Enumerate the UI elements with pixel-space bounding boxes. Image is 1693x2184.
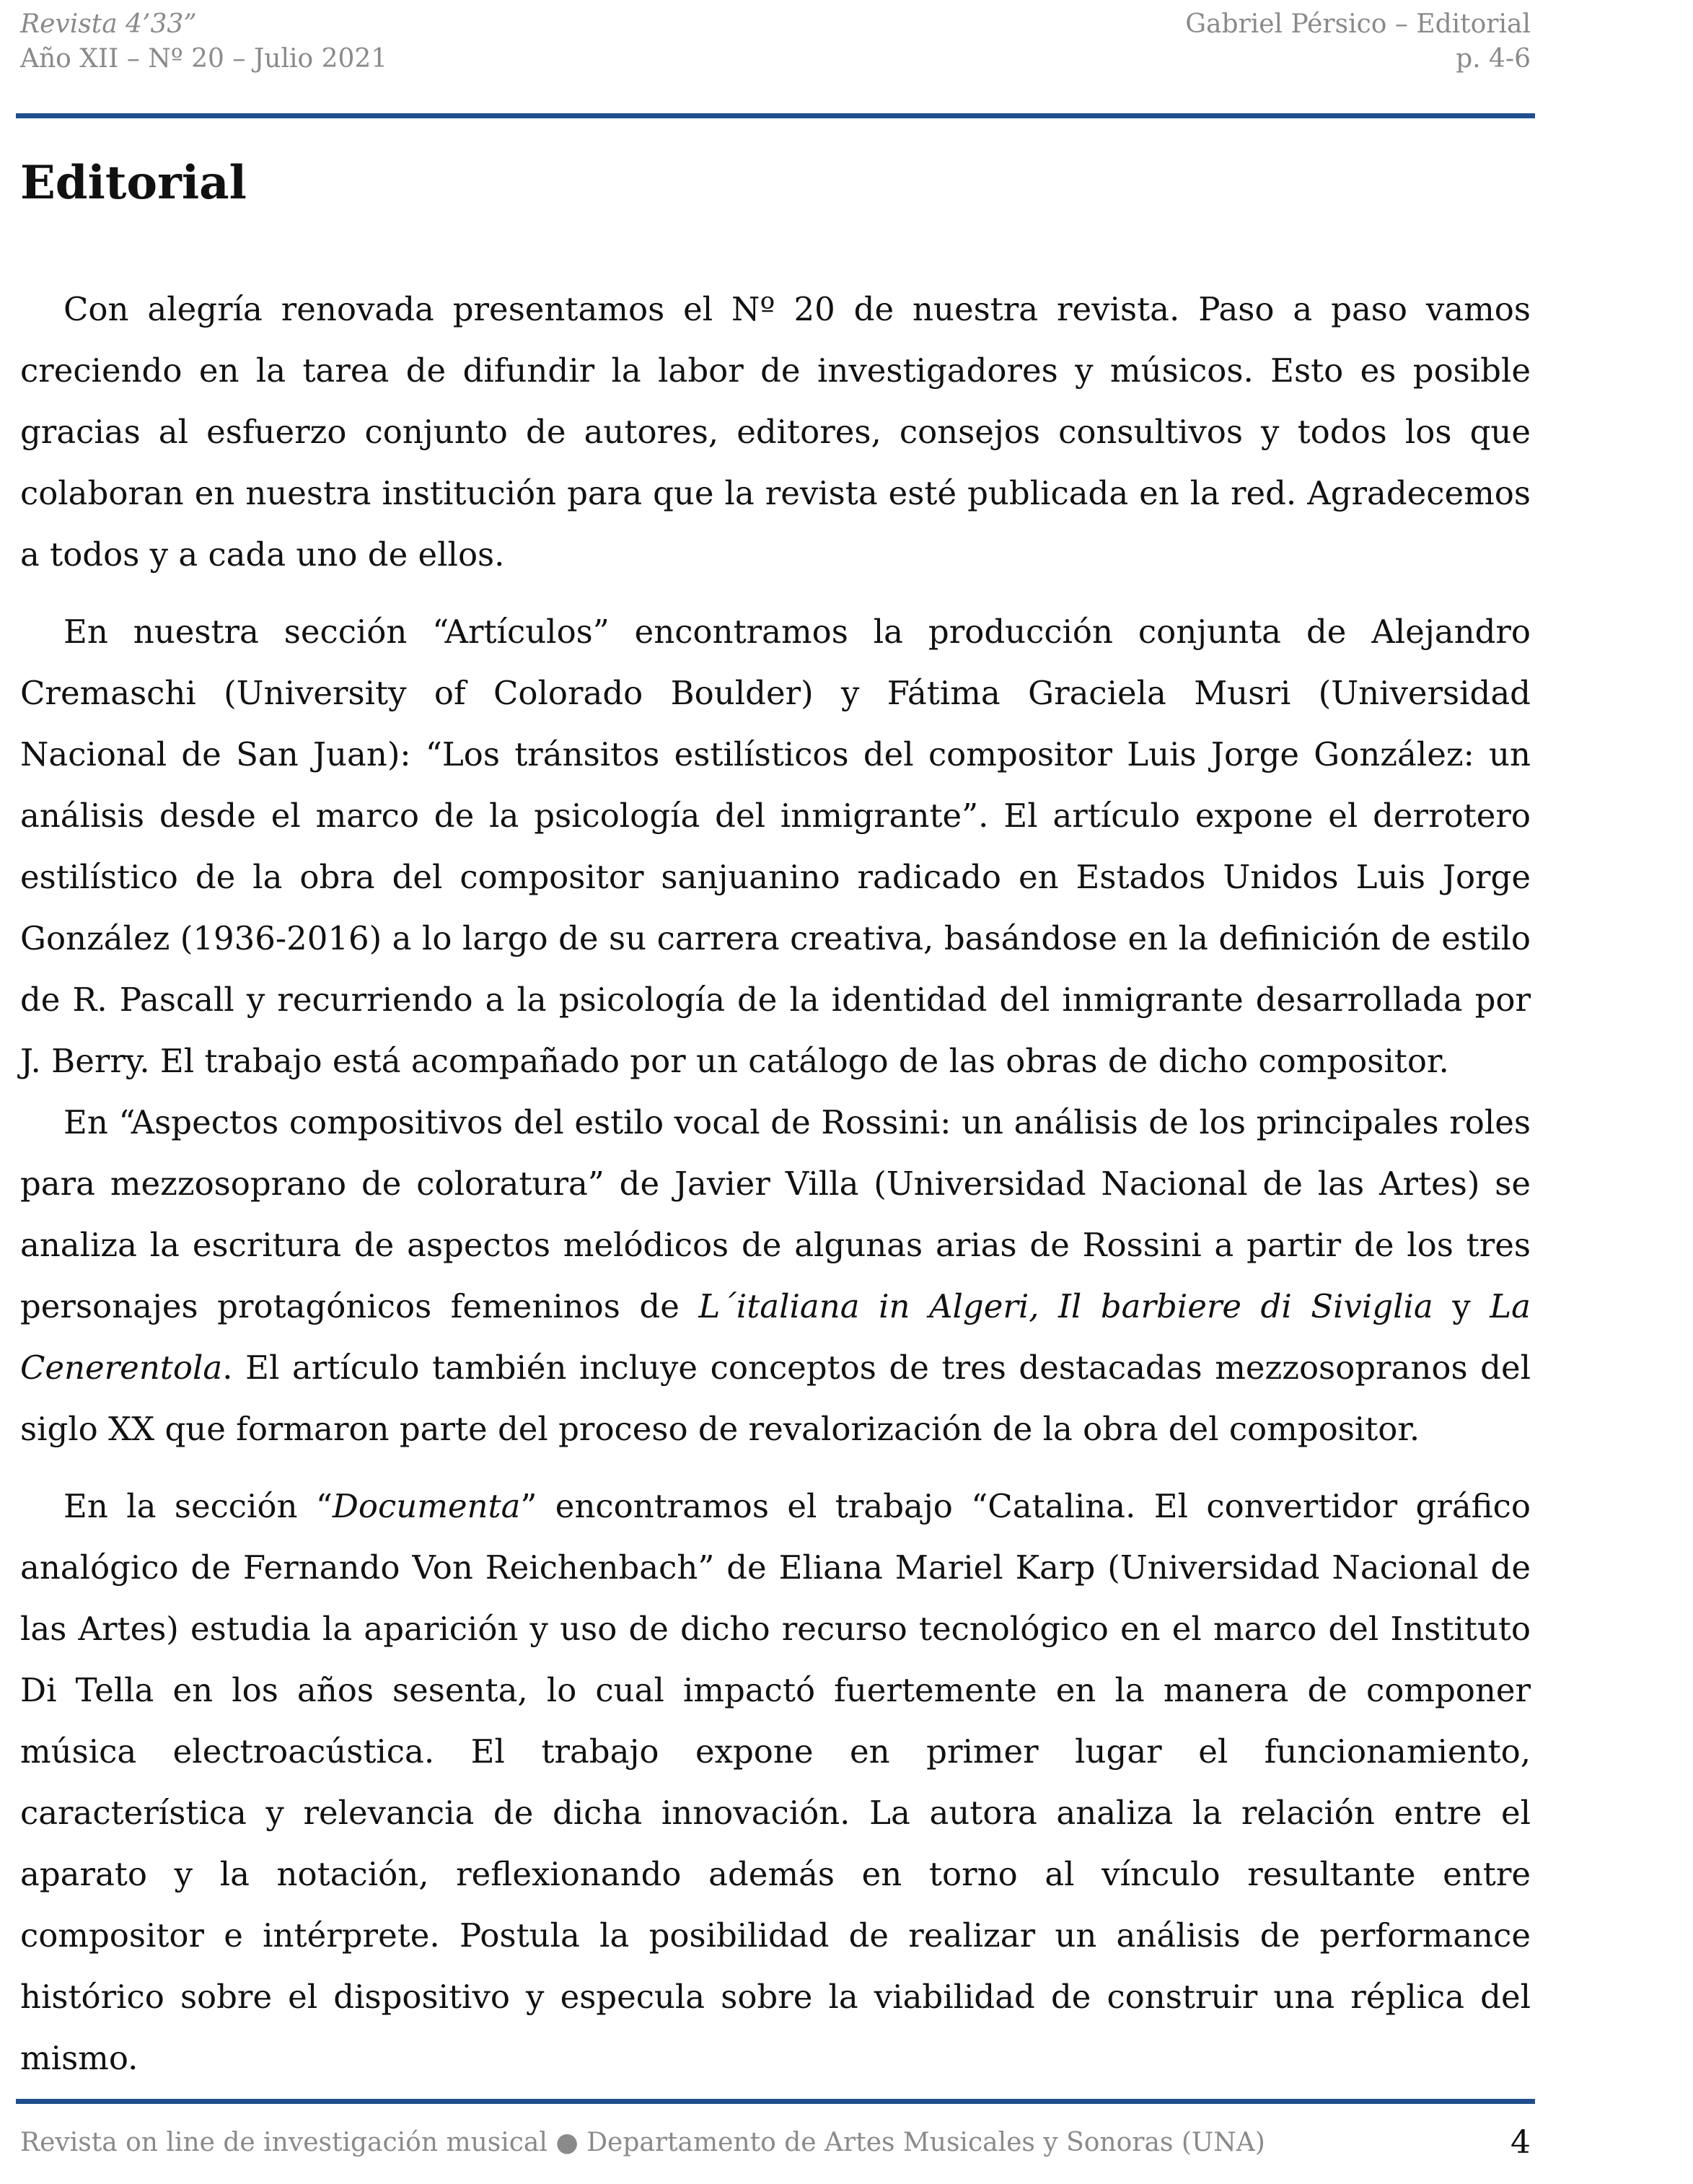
header-divider <box>16 113 1535 118</box>
paragraph-4 <box>20 1475 1531 2089</box>
footer-divider <box>16 2099 1535 2104</box>
paragraph-3 <box>20 1092 1531 1460</box>
issue-info: Año XII – Nº 20 – Julio 2021 <box>20 44 388 74</box>
author-section: Gabriel Pérsico – Editorial <box>1185 9 1531 39</box>
article-body <box>20 279 1531 2089</box>
page-range: p. 4-6 <box>1456 44 1531 74</box>
paragraph-3-text-c: . El artículo también incluye conceptos de tres destacadas mezzosopranos del siglo XX que formaron parte del proceso de revalorización de la obra del compositor. <box>20 1348 1531 1448</box>
footer-text: Revista on line de investigación musical ● Departamento de Artes Musicales y Sonoras (UNA) <box>20 2128 1265 2157</box>
paragraph-3-text-a: En “Aspectos compositivos del estilo vocal de Rossini: un análisis de los principales roles para mezzosoprano de coloratura” de Javier Villa (Universidad Nacional de las Artes) se analiza la escritura de aspectos melódicos de algunas arias de Rossini a partir de los tres personajes protagónicos femeninos de <box>20 1103 1531 1325</box>
running-header <box>20 7 1531 79</box>
opera-titles-italic: L´italiana in Algeri, Il barbiere di Siviglia <box>698 1287 1433 1325</box>
paragraph-4-text-a: En la sección “ <box>63 1487 333 1525</box>
header-left <box>20 7 387 76</box>
section-name-documenta: Documenta <box>332 1487 521 1525</box>
running-footer <box>20 2123 1531 2166</box>
opera-title-cenerentola: La Cenerentola <box>20 1287 1531 1387</box>
paragraph-1: Con alegría renovada presentamos el Nº 20 de nuestra revista. Paso a paso vamos creciendo en la tarea de difundir la labor de investigadores y músicos. Esto es posible gracias al esfuerzo conjunto de autores, editores, consejos consultivos y todos los que colaboran en nuestra institución para que la revista esté publicada en la red. Agradecemos a todos y a cada uno de ellos. <box>20 290 1531 574</box>
header-right <box>1185 7 1531 76</box>
paragraph-4-text-b: ” encontramos el trabajo “Catalina. El convertidor gráfico analógico de Fernando Von Reichenbach” de Eliana Mariel Karp (Universidad Nacional de las Artes) estudia la aparición y uso de dicho recurso tecnológico en el marco del Instituto Di Tella en los años sesenta, lo cual impactó fuertemente en la manera de componer música electroacústica. El trabajo expone en primer lugar el funcionamiento, característica y relevancia de dicha innovación. La autora analiza la relación entre el aparato y la notación, reflexionando además en torno al vínculo resultante entre compositor e intérprete. Postula la posibilidad de realizar un análisis de performance histórico sobre el dispositivo y especula sobre la viabilidad de construir una réplica del mismo. <box>20 1487 1531 2077</box>
article-title: Editorial <box>20 156 247 210</box>
page-number: 4 <box>1510 2124 1531 2161</box>
paragraph-2: En nuestra sección “Artículos” encontramos la producción conjunta de Alejandro Cremaschi (University of Colorado Boulder) y Fátima Graciela Musri (Universidad Nacional de San Juan): “Los tránsitos estilísticos del compositor Luis Jorge González: un análisis desde el marco de la psicología del inmigrante”. El artículo expone el derrotero estilístico de la obra del compositor sanjuanino radicado en Estados Unidos Luis Jorge González (1936-2016) a lo largo de su carrera creativa, basándose en la definición de estilo de R. Pascall y recurriendo a la psicología de la identidad del inmigrante desarrollada por J. Berry. El trabajo está acompañado por un catálogo de las obras de dicho compositor. <box>20 613 1531 1080</box>
journal-name: Revista 4’33” <box>20 9 197 39</box>
paragraph-3-text-b: y <box>1433 1287 1490 1325</box>
